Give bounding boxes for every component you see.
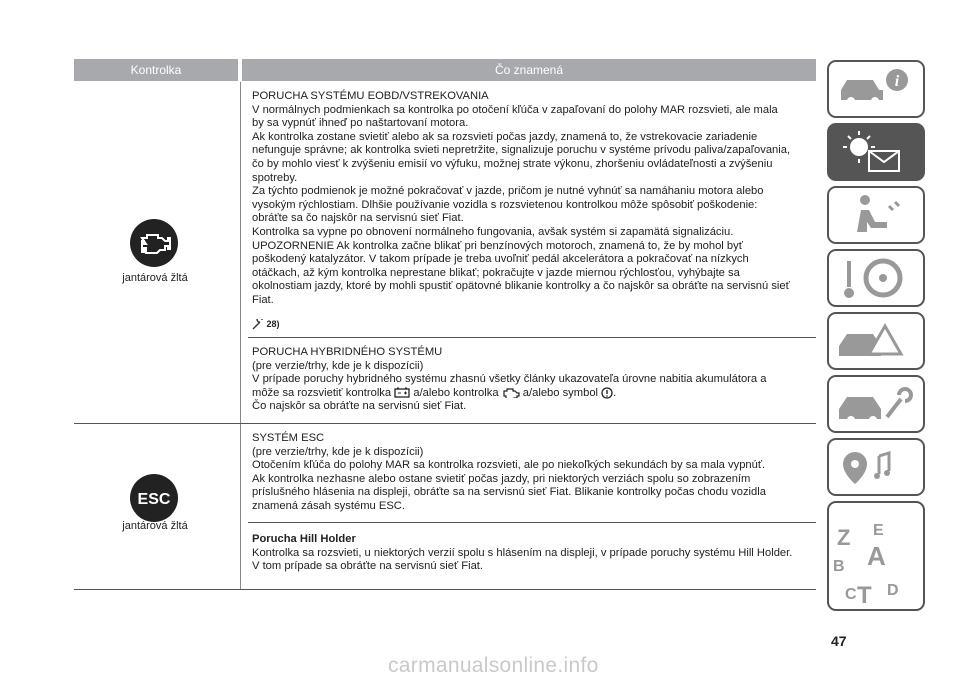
text-line: obráťte sa čo najskôr na servisnú sieť Fiat. — [252, 212, 464, 225]
text-line: Ak kontrolka zostane svietiť alebo ak sa rozsvieti počas jazdy, znamená to, že vstrekovacie zariadenie — [252, 130, 758, 143]
text-line: Otočením kľúča do polohy MAR sa kontrolka rozsvieti, ale po niekoľkých sekundách by sa mala vypnúť. — [252, 459, 766, 472]
exclamation-circle-icon — [601, 387, 613, 399]
tab-warning-lights[interactable] — [827, 123, 925, 181]
battery-icon — [394, 387, 410, 398]
esc-lamp-text: ESC — [137, 491, 171, 508]
text-line: V prípade poruchy hybridného systému zhasnú všetky články ukazovateľa úrovne nabitia akumulátora a — [252, 373, 767, 386]
text-line: nefunguje správne; ak kontrolka svieti nepretržite, signalizuje poruchu v systéme prívodu paliva/zapaľovania, — [252, 144, 791, 157]
text-line: okolnostiam jazdy, ktoré by mohli spustiť opätovné blikanie kontrolky a čo najskôr sa obráťte na servisnú sieť — [252, 280, 790, 293]
text-line: Fiat. — [252, 293, 274, 306]
tab-safety[interactable] — [827, 186, 925, 244]
engine-check-icon — [129, 218, 179, 268]
lamp-color-label: jantárová žltá — [122, 272, 188, 284]
lamp-color-label: jantárová žltá — [122, 520, 188, 532]
text-line: V tom prípade sa obráťte na servisnú sieť Fiat. — [252, 560, 484, 573]
table-header — [74, 59, 816, 81]
text-line-inline-icons: môže sa rozsvietiť kontrolka a/alebo kontrolka a/alebo symbol . — [252, 386, 617, 399]
text-line: Ak kontrolka nezhasne alebo ostane svietiť počas jazdy, pri niektorých verziách spolu so zobrazením — [252, 472, 751, 485]
svg-text:B: B — [833, 558, 845, 575]
esc-description — [252, 432, 818, 514]
car-info-icon — [829, 62, 923, 116]
tab-starting-driving[interactable] — [827, 249, 925, 307]
text-line: by sa vypnúť ihneď po naštartovaní motora. — [252, 117, 469, 130]
footnote-number: 28) — [266, 319, 280, 329]
key-steering-icon — [829, 251, 923, 305]
inner-divider — [248, 522, 816, 523]
tab-index[interactable] — [827, 501, 925, 611]
text-line: V normálnych podmienkach sa kontrolka po otočení kľúča v zapaľovaní do polohy MAR rozsvieti, ale mala — [252, 103, 778, 116]
audio-nav-icon — [829, 440, 923, 494]
alphabet-index-icon — [829, 503, 923, 609]
text-line: vysokým rýchlostiam. Dlhšie používanie vozidla s rozsvietenou kontrolkou môže spôsobiť poškodenie: — [252, 198, 758, 211]
text-line: Čo najskôr sa obráťte na servisnú sieť Fiat. — [252, 400, 467, 413]
svg-text:T: T — [857, 582, 872, 609]
column-divider — [240, 82, 241, 589]
tab-car-info[interactable] — [827, 60, 925, 118]
warning-light-message-icon — [829, 125, 923, 179]
hill-holder-title: Porucha Hill Holder — [252, 533, 356, 545]
column-header-kontrolka: Kontrolka — [130, 63, 182, 77]
engine-check-lamp — [129, 218, 179, 268]
hill-holder-description — [252, 533, 818, 574]
text-line: UPOZORNENIE Ak kontrolka začne blikať pri benzínových motoroch, znamená to, že by mohol byť — [252, 239, 743, 252]
text-line: príslušného hlásenia na displeji, obráťte sa na servisnú sieť Fiat. Blikanie kontrolky počas chodu vozidla — [252, 486, 766, 499]
spanner-note-icon — [252, 319, 264, 330]
svg-text:Z: Z — [837, 525, 851, 550]
svg-text:C: C — [845, 586, 857, 603]
inner-divider — [248, 337, 816, 338]
tab-maintenance[interactable] — [827, 375, 925, 433]
text-line: poškodený katalyzátor. V takom prípade je treba uvoľniť pedál akcelerátora a pokračovať na nízkych — [252, 253, 749, 266]
text-line: PORUCHA SYSTÉMU EOBD/VSTREKOVANIA — [252, 90, 489, 102]
text-line: Kontrolka sa rozsvieti, u niektorých verzií spolu s hlásením na displeji, v prípade poruchy systému Hill Holder. — [252, 546, 793, 559]
text-line: Kontrolka sa vypne po obnovení normálneho fungovania, avšak systém si zapamätá signalizáciu. — [252, 225, 734, 238]
svg-text:A: A — [867, 541, 886, 571]
seat-airbag-icon — [829, 188, 923, 242]
svg-text:i: i — [894, 73, 900, 90]
text-line: čo by mohlo viesť k zvýšeniu emisií vo výfuku, možnej strate výkonu, zhoršeniu ovládateľnosti a zvýšeniu — [252, 157, 773, 170]
row-divider — [74, 423, 816, 424]
car-emergency-icon — [829, 314, 923, 368]
svg-text:E: E — [873, 522, 884, 539]
car-wrench-icon — [829, 377, 923, 431]
eobd-description — [252, 90, 818, 308]
tab-emergency[interactable] — [827, 312, 925, 370]
text-line: znamená zásah systému ESC. — [252, 499, 405, 512]
footnote-reference[interactable] — [252, 319, 280, 330]
tab-multimedia[interactable] — [827, 438, 925, 496]
text-line: (pre verzie/trhy, kde je k dispozícii) — [252, 359, 424, 372]
text-line: SYSTÉM ESC — [252, 432, 325, 444]
text-line: Za týchto podmienok je možné pokračovať v jazde, pričom je nutné vyhnúť sa namáhaniu motora alebo — [252, 185, 764, 198]
text-line: PORUCHA HYBRIDNÉHO SYSTÉMU — [252, 346, 443, 358]
text-line: spotreby. — [252, 171, 298, 184]
esc-lamp — [129, 473, 179, 523]
watermark: carmanualsonline.info — [388, 654, 599, 677]
text-line: otáčkach, až kým kontrolka neprestane blikať; pokračujte v jazde miernou rýchlosťou, vyhýbajte sa — [252, 266, 740, 279]
hybrid-description — [252, 346, 818, 414]
table-bottom-border — [74, 589, 816, 590]
column-header-co-znamena: Čo znamená — [494, 63, 564, 77]
text-line: (pre verzie/trhy, kde je k dispozícii) — [252, 445, 424, 458]
page-number: 47 — [831, 633, 847, 649]
engine-small-icon — [502, 387, 520, 398]
esc-icon — [129, 473, 179, 523]
svg-text:D: D — [887, 582, 899, 599]
